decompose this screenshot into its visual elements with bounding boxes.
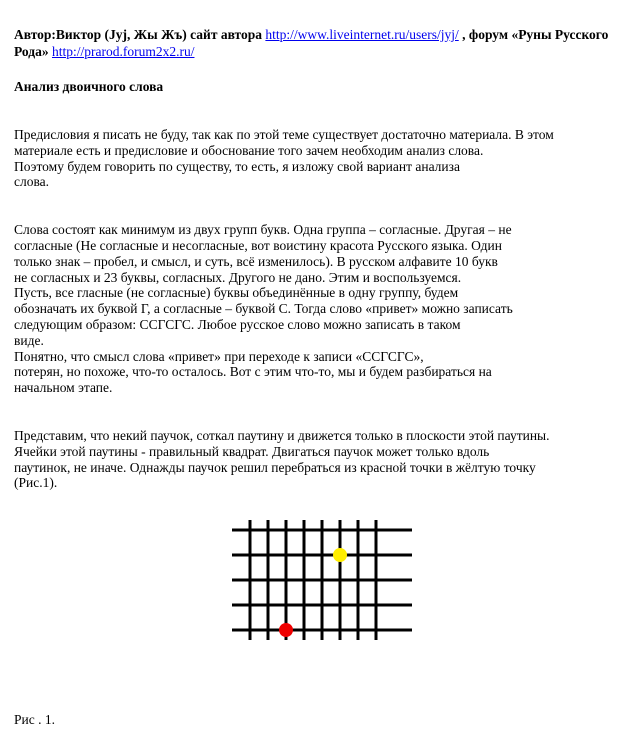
document-title: Анализ двоичного слова [14, 79, 164, 94]
paragraph-line: (Рис.1). [14, 475, 58, 491]
paragraph-line: Ячейки этой паутины - правильный квадрат. Двигаться паучок может только вдоль [14, 443, 490, 459]
author-header [14, 26, 626, 60]
paragraph-line: только знак – пробел, и смысл, и суть, всё изменилось). В русском алфавите 10 букв [14, 253, 498, 269]
author-site-link[interactable]: http://www.liveinternet.ru/users/jyj/ [265, 27, 459, 42]
paragraph-line: обозначать их буквой Г, а согласные – буквой С. Тогда слово «привет» можно записать [14, 301, 513, 317]
paragraph-letters [14, 222, 626, 396]
spider-web-grid [232, 520, 412, 640]
forum-prefix: , форум «Руны Русского Рода» [14, 27, 609, 59]
red-point [279, 623, 293, 637]
paragraph-line: Пусть, все гласные (не согласные) буквы объединённые в одну группу, будем [14, 285, 459, 301]
paragraph-line: начальном этапе. [14, 380, 113, 396]
figure-caption: Рис . 1. [14, 712, 55, 727]
paragraph-line: Понятно, что смысл слова «привет» при переходе к записи «ССГСГС», [14, 348, 424, 364]
paragraph-spider [14, 428, 626, 491]
paragraph-intro [14, 127, 626, 190]
paragraph-line: Предисловия я писать не буду, так как по этой теме существует достаточно материала. В этом [14, 127, 554, 142]
yellow-point [333, 548, 347, 562]
paragraph-line: материале есть и предисловие и обоснование того зачем необходим анализ слова. [14, 142, 484, 158]
paragraph-line: виде. [14, 332, 44, 348]
document-page [14, 26, 626, 491]
paragraph-line: потерян, но похоже, что-то осталось. Вот с этим что-то, мы и будем разбираться на [14, 364, 492, 380]
spider-web-figure [232, 520, 412, 640]
paragraph-line: паутинок, не иначе. Однажды паучок решил перебраться из красной точки в жёлтую точку [14, 459, 536, 475]
paragraph-line: следующим образом: ССГСГС. Любое русское слово можно записать в таком [14, 316, 461, 332]
forum-link[interactable]: http://prarod.forum2x2.ru/ [51, 44, 195, 59]
paragraph-line: Слова состоят как минимум из двух групп букв. Одна группа – согласные. Другая – не [14, 222, 512, 238]
author-prefix: Автор:Виктор (Jyj, Жы Жъ) сайт автора [14, 27, 266, 42]
paragraph-line: Представим, что некий паучок, соткал паутину и движется только в плоскости этой паутины. [14, 427, 550, 443]
paragraph-line: Поэтому будем говорить по существу, то есть, я изложу свой вариант анализа [14, 158, 460, 174]
paragraph-line: слова. [14, 174, 50, 190]
paragraph-line: согласные (Не согласные и несогласные, вот воистину красота Русского языка. Один [14, 237, 503, 253]
paragraph-line: не согласных и 23 буквы, согласных. Другого не дано. Этим и воспользуемся. [14, 269, 462, 285]
